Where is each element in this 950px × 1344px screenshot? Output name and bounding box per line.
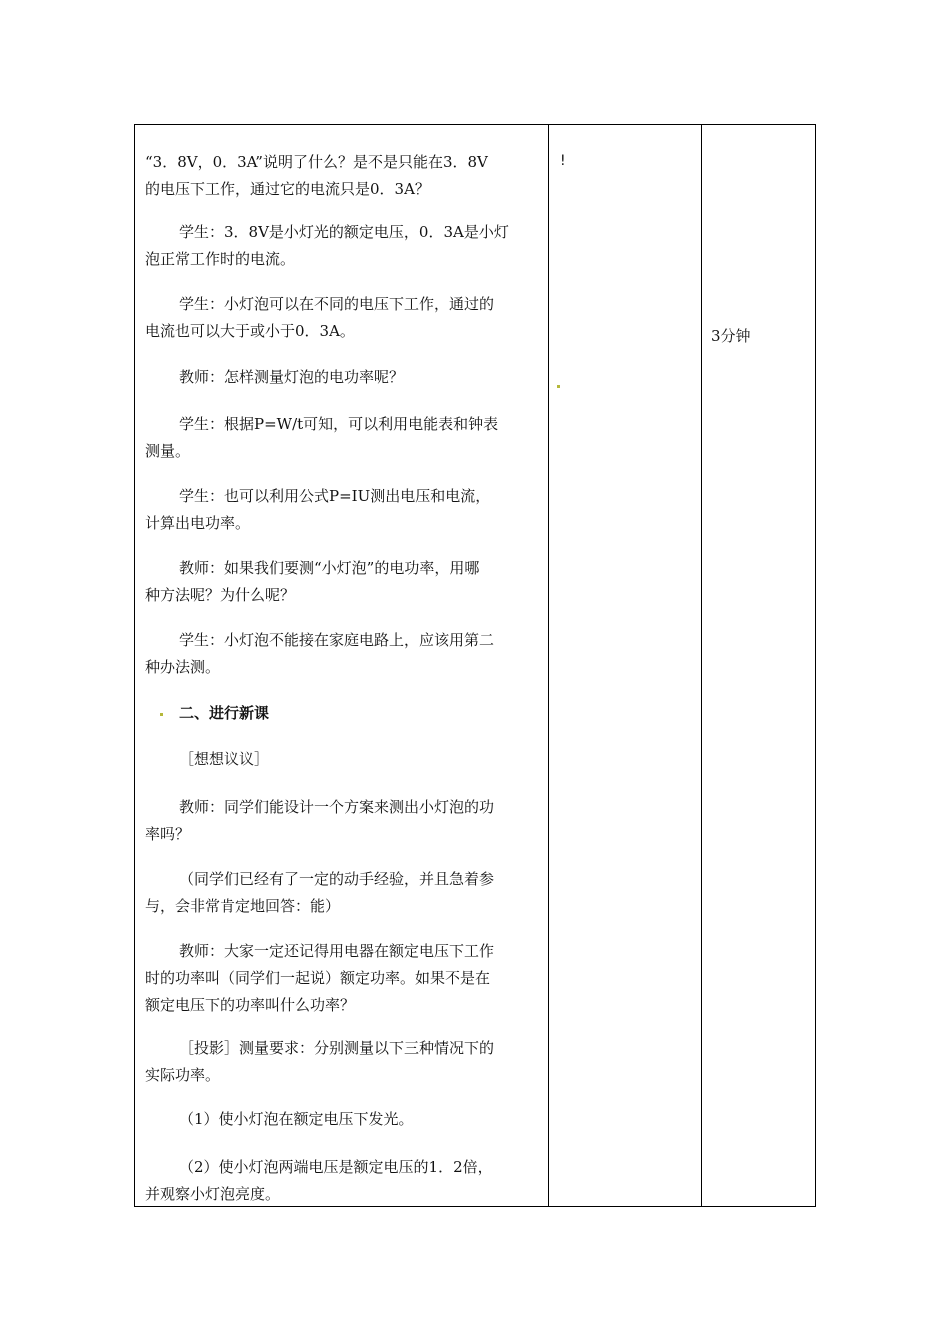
column-divider [701,125,702,1206]
stray-dot [557,385,560,388]
lesson-content-column [135,125,548,1206]
text-line: 种方法呢？为什么呢？ [145,586,296,604]
paragraph [145,483,540,537]
text-line: （2）使小灯泡两端电压是额定电压的1．2倍， [179,1158,493,1176]
heading-text: 二、进行新课 [179,704,270,722]
paragraph [145,149,540,203]
text-line: 教师：怎样测量灯泡的电功率呢？ [179,368,405,386]
text-line: 额定电压下的功率叫什么功率？ [145,996,356,1014]
text-line: 时的功率叫（同学们一起说）额定功率。如果不是在 [145,969,491,987]
duration-label: 3分钟 [711,327,751,345]
text-line: 教师：如果我们要测“小灯泡”的电功率，用哪 [179,559,480,577]
paragraph [145,938,540,1019]
paragraph [145,746,540,773]
text-line: 种办法测。 [145,658,221,676]
paragraph [145,1106,540,1133]
text-line: 实际功率。 [145,1066,221,1084]
text-line: 率吗？ [145,825,191,843]
text-line: 电流也可以大于或小于0．3A。 [145,322,355,340]
paragraph [145,627,540,681]
section-heading [145,700,540,727]
text-line: 的电压下工作，通过它的电流只是0．3A？ [145,180,430,198]
paragraph [145,866,540,920]
text-line: “3．8V，0．3A”说明了什么？是不是只能在3．8V [145,153,488,171]
text-line: （同学们已经有了一定的动手经验，并且急着参 [179,870,495,888]
paragraph [145,1035,540,1089]
text-line: 与，会非常肯定地回答：能） [145,897,341,915]
text-line: 泡正常工作时的电流。 [145,250,296,268]
text-line: 学生：3．8V是小灯光的额定电压，0．3A是小灯 [179,223,509,241]
text-line: ［投影］测量要求：分别测量以下三种情况下的 [179,1039,495,1057]
paragraph [145,411,540,465]
text-line: 教师：大家一定还记得用电器在额定电压下工作 [179,942,495,960]
text-line: 学生：小灯泡不能接在家庭电路上，应该用第二 [179,631,495,649]
paragraph [145,1154,540,1208]
margin-mark: ! [560,153,566,169]
lesson-table [134,124,816,1207]
text-line: 学生：根据P=W/t可知，可以利用电能表和钟表 [179,415,499,433]
paragraph [145,219,540,273]
bullet-dot [160,713,163,716]
text-line: （1）使小灯泡在额定电压下发光。 [179,1110,414,1128]
paragraph [145,794,540,848]
paragraph [145,364,540,391]
paragraph [145,291,540,345]
paragraph [145,555,540,609]
text-line: 计算出电功率。 [145,514,251,532]
column-divider [548,125,549,1206]
text-line: ［想想议议］ [179,750,270,768]
text-line: 学生：也可以利用公式P=IU测出电压和电流， [179,487,491,505]
text-line: 教师：同学们能设计一个方案来测出小灯泡的功 [179,798,495,816]
text-line: 学生：小灯泡可以在不同的电压下工作，通过的 [179,295,495,313]
text-line: 测量。 [145,442,191,460]
text-line: 并观察小灯泡亮度。 [145,1185,281,1203]
